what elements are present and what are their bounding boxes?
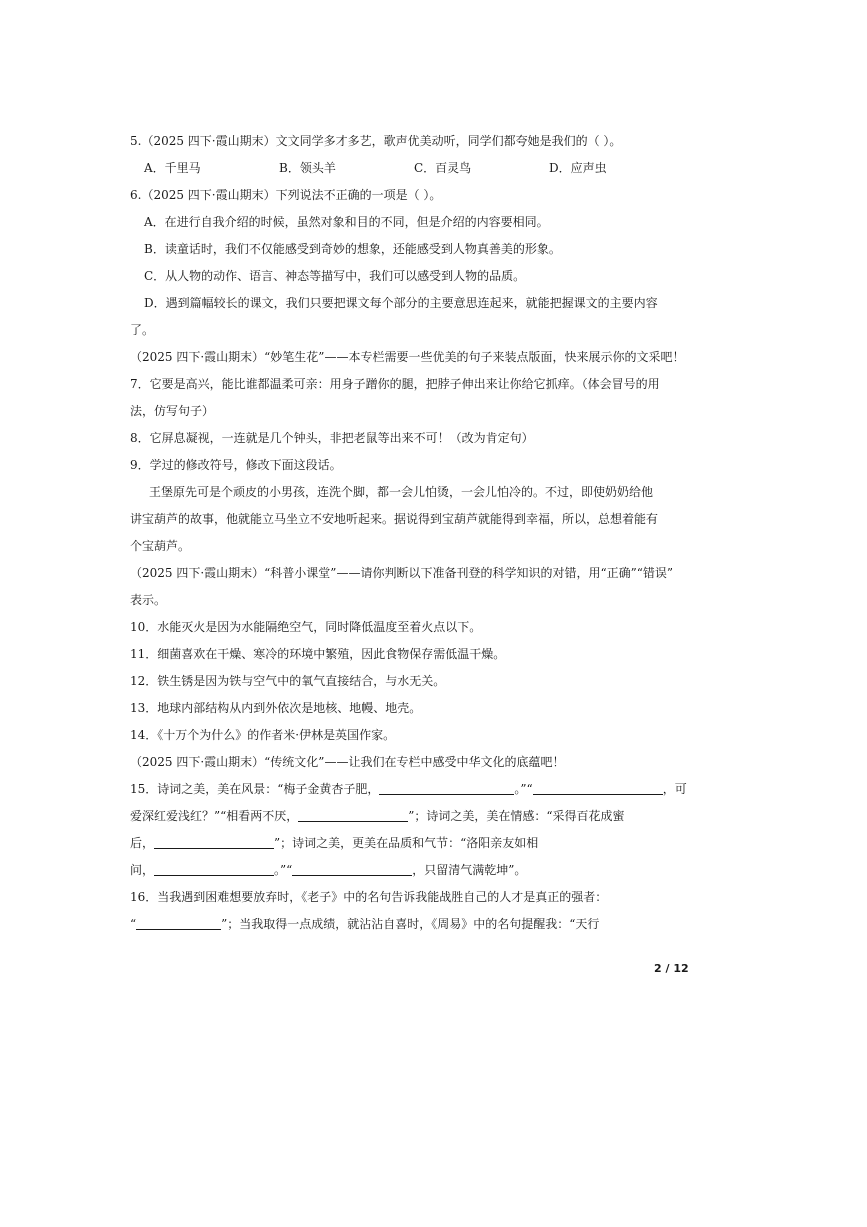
question-15-text: ，可 bbox=[662, 782, 687, 796]
answer-blank[interactable] bbox=[154, 836, 274, 849]
answer-blank[interactable] bbox=[154, 863, 274, 876]
question-15-text: 爱深红爱浅红？”“相看两不厌， bbox=[130, 809, 299, 823]
section-heading-culture: （2025 四下·霞山期末）“传统文化”——让我们在专栏中感受中华文化的底蕴吧！ bbox=[130, 755, 565, 769]
section-heading-science: （2025 四下·霞山期末）“科普小课堂”——请你判断以下准备刊登的科学知识的对错，用“正确”“错误” bbox=[130, 566, 673, 580]
section-heading-science-cont: 表示。 bbox=[130, 593, 167, 607]
question-7-cont: 法，仿写句子） bbox=[130, 404, 215, 418]
question-6-option-d: D．遇到篇幅较长的课文，我们只要把课文每个部分的主要意思连起来，就能把握课文的主要内容 bbox=[144, 296, 658, 310]
question-15-text: ”；诗词之美，更美在品质和气节：“洛阳亲友如相 bbox=[274, 836, 539, 850]
question-6-option-a: A．在进行自我介绍的时候，虽然对象和目的不同，但是介绍的内容要相同。 bbox=[144, 215, 549, 229]
question-16-line1: 16．当我遇到困难想要放弃时，《老子》中的名句告诉我能战胜自己的人才是真正的强者： bbox=[130, 890, 608, 904]
answer-blank[interactable] bbox=[136, 917, 221, 930]
question-5-stem: 5.（2025 四下·霞山期末）文文同学多才多艺，歌声优美动听，同学们都夸她是我们的（ ）。 bbox=[130, 134, 622, 148]
section-heading-writing: （2025 四下·霞山期末）“妙笔生花”——本专栏需要一些优美的句子来装点版面，快来展示你的文采吧！ bbox=[130, 350, 685, 364]
question-15-text: 。”“ bbox=[514, 782, 533, 796]
question-6-option-b: B．读童话时，我们不仅能感受到奇妙的想象，还能感受到人物真善美的形象。 bbox=[144, 242, 561, 256]
question-8: 8．它屏息凝视，一连就是几个钟头，非把老鼠等出来不可！（改为肯定句） bbox=[130, 431, 534, 445]
question-13: 13．地球内部结构从内到外依次是地核、地幔、地壳。 bbox=[130, 701, 422, 715]
question-15-text: 。”“ bbox=[274, 863, 293, 877]
question-16-text: “ bbox=[130, 917, 137, 931]
question-15-line3 bbox=[130, 835, 740, 851]
question-9-paragraph-line2: 讲宝葫芦的故事，他就能立马坐立不安地听起来。据说得到宝葫芦就能得到幸福，所以，总想着能有 bbox=[130, 512, 659, 526]
page-number: 2 / 12 bbox=[654, 962, 689, 975]
option-b: B．领头羊 bbox=[279, 161, 336, 175]
question-6-option-d-cont: 了。 bbox=[130, 323, 155, 337]
answer-blank[interactable] bbox=[379, 782, 514, 795]
question-14: 14．《十万个为什么》的作者米·伊林是英国作家。 bbox=[130, 728, 396, 742]
answer-blank[interactable] bbox=[298, 809, 408, 822]
answer-blank[interactable] bbox=[292, 863, 412, 876]
question-15-text: ，只留清气满乾坤”。 bbox=[412, 863, 527, 877]
question-15-line2 bbox=[130, 808, 740, 824]
option-c: C．百灵鸟 bbox=[414, 161, 472, 175]
question-15-line1 bbox=[130, 781, 740, 797]
question-15-text: 后， bbox=[130, 836, 155, 850]
option-a: A．千里马 bbox=[144, 161, 201, 175]
question-12: 12．铁生锈是因为铁与空气中的氧气直接结合，与水无关。 bbox=[130, 674, 446, 688]
option-d: D．应声虫 bbox=[549, 161, 607, 175]
question-16-text: ”；当我取得一点成绩，就沾沾自喜时，《周易》中的名句提醒我：“天行 bbox=[221, 917, 600, 931]
question-10: 10．水能灭火是因为水能隔绝空气，同时降低温度至着火点以下。 bbox=[130, 620, 482, 634]
question-6-stem: 6.（2025 四下·霞山期末）下列说法不正确的一项是（ ）。 bbox=[130, 188, 442, 202]
question-9-paragraph-line1: 王堡原先可是个顽皮的小男孩，连洗个脚，都一会儿怕烫，一会儿怕冷的。不过，即使奶奶给他 bbox=[149, 485, 654, 499]
question-11: 11．细菌喜欢在干燥、寒冷的环境中繁殖，因此食物保存需低温干燥。 bbox=[130, 647, 506, 661]
question-7: 7．它要是高兴，能比谁都温柔可亲：用身子蹭你的腿，把脖子伸出来让你给它抓痒。（体会冒号的用 bbox=[130, 377, 660, 391]
question-5-options bbox=[144, 160, 754, 176]
question-15-text: 15．诗词之美，美在风景：“梅子金黄杏子肥， bbox=[130, 782, 380, 796]
question-9-stem: 9．学过的修改符号，修改下面这段话。 bbox=[130, 458, 342, 472]
question-16-line2 bbox=[130, 916, 740, 932]
question-15-text: 问， bbox=[130, 863, 155, 877]
question-9-paragraph-line3: 个宝葫芦。 bbox=[130, 539, 191, 553]
question-15-line4 bbox=[130, 862, 740, 878]
question-6-option-c: C．从人物的动作、语言、神态等描写中，我们可以感受到人物的品质。 bbox=[144, 269, 526, 283]
question-15-text: ”；诗词之美，美在情感：“采得百花成蜜 bbox=[408, 809, 625, 823]
answer-blank[interactable] bbox=[533, 782, 663, 795]
